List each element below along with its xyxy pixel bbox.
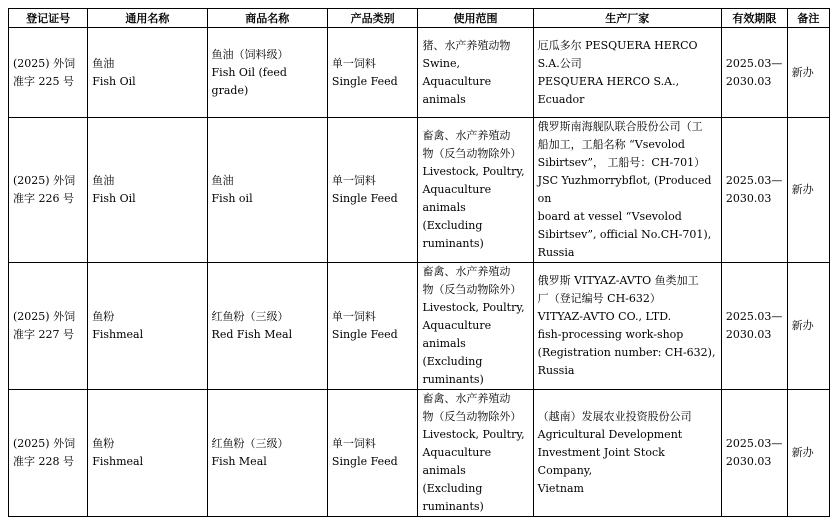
registration-table <box>8 8 830 517</box>
manufacturer-cell: 俄罗斯 VITYAZ-AVTO 鱼类加工 厂（登记编号 CH-632） VITYAZ-AVTO CO., LTD. fish-processing work-shop (Registration number: CH-632), Russia <box>533 263 721 390</box>
header-row <box>9 9 830 28</box>
scope-cell: 畜禽、水产养殖动 物（反刍动物除外） Livestock, Poultry, Aquaculture animals (Excluding ruminants) <box>418 390 533 517</box>
validity-cell: 2025.03— 2030.03 <box>721 28 787 118</box>
note-cell: 新办 <box>787 390 829 517</box>
trade-name-cell: 鱼油 Fish oil <box>207 118 327 263</box>
header-scope: 使用范围 <box>418 9 533 28</box>
reg-no-cell: (2025) 外饲 准字 228 号 <box>9 390 88 517</box>
table-row <box>9 118 830 263</box>
scope-cell: 畜禽、水产养殖动 物（反刍动物除外） Livestock, Poultry, Aquaculture animals (Excluding ruminants) <box>418 118 533 263</box>
category-cell: 单一饲料 Single Feed <box>327 118 418 263</box>
validity-cell: 2025.03— 2030.03 <box>721 118 787 263</box>
trade-name-cell: 红鱼粉（三级） Red Fish Meal <box>207 263 327 390</box>
scope-cell: 猪、水产养殖动物 Swine, Aquaculture animals <box>418 28 533 118</box>
generic-name-cell: 鱼油 Fish Oil <box>88 118 207 263</box>
table-row <box>9 28 830 118</box>
reg-no-cell: (2025) 外饲 准字 225 号 <box>9 28 88 118</box>
category-cell: 单一饲料 Single Feed <box>327 263 418 390</box>
generic-name-cell: 鱼油 Fish Oil <box>88 28 207 118</box>
header-generic-name: 通用名称 <box>88 9 207 28</box>
trade-name-cell: 鱼油（饲料级） Fish Oil (feed grade) <box>207 28 327 118</box>
note-cell: 新办 <box>787 263 829 390</box>
table-row <box>9 263 830 390</box>
header-manufacturer: 生产厂家 <box>533 9 721 28</box>
reg-no-cell: (2025) 外饲 准字 227 号 <box>9 263 88 390</box>
reg-no-cell: (2025) 外饲 准字 226 号 <box>9 118 88 263</box>
category-cell: 单一饲料 Single Feed <box>327 28 418 118</box>
note-cell: 新办 <box>787 118 829 263</box>
header-reg-no: 登记证号 <box>9 9 88 28</box>
validity-cell: 2025.03— 2030.03 <box>721 263 787 390</box>
header-category: 产品类别 <box>327 9 418 28</box>
manufacturer-cell: （越南）发展农业投资股份公司 Agricultural Development Investment Joint Stock Company, Vietnam <box>533 390 721 517</box>
header-note: 备注 <box>787 9 829 28</box>
validity-cell: 2025.03— 2030.03 <box>721 390 787 517</box>
header-trade-name: 商品名称 <box>207 9 327 28</box>
note-cell: 新办 <box>787 28 829 118</box>
trade-name-cell: 红鱼粉（三级） Fish Meal <box>207 390 327 517</box>
category-cell: 单一饲料 Single Feed <box>327 390 418 517</box>
scope-cell: 畜禽、水产养殖动 物（反刍动物除外） Livestock, Poultry, Aquaculture animals (Excluding ruminants) <box>418 263 533 390</box>
manufacturer-cell: 厄瓜多尔 PESQUERA HERCO S.A.公司 PESQUERA HERCO S.A., Ecuador <box>533 28 721 118</box>
table-row <box>9 390 830 517</box>
manufacturer-cell: 俄罗斯南海舰队联合股份公司（工 船加工，工船名称 “Vsevolod Sibirtsev”， 工船号：CH-701） JSC Yuzhmorrybflot, (Produced on board at vessel “Vsevolod Sibirtsev”, official No.CH-701), Russia <box>533 118 721 263</box>
header-validity: 有效期限 <box>721 9 787 28</box>
generic-name-cell: 鱼粉 Fishmeal <box>88 390 207 517</box>
generic-name-cell: 鱼粉 Fishmeal <box>88 263 207 390</box>
